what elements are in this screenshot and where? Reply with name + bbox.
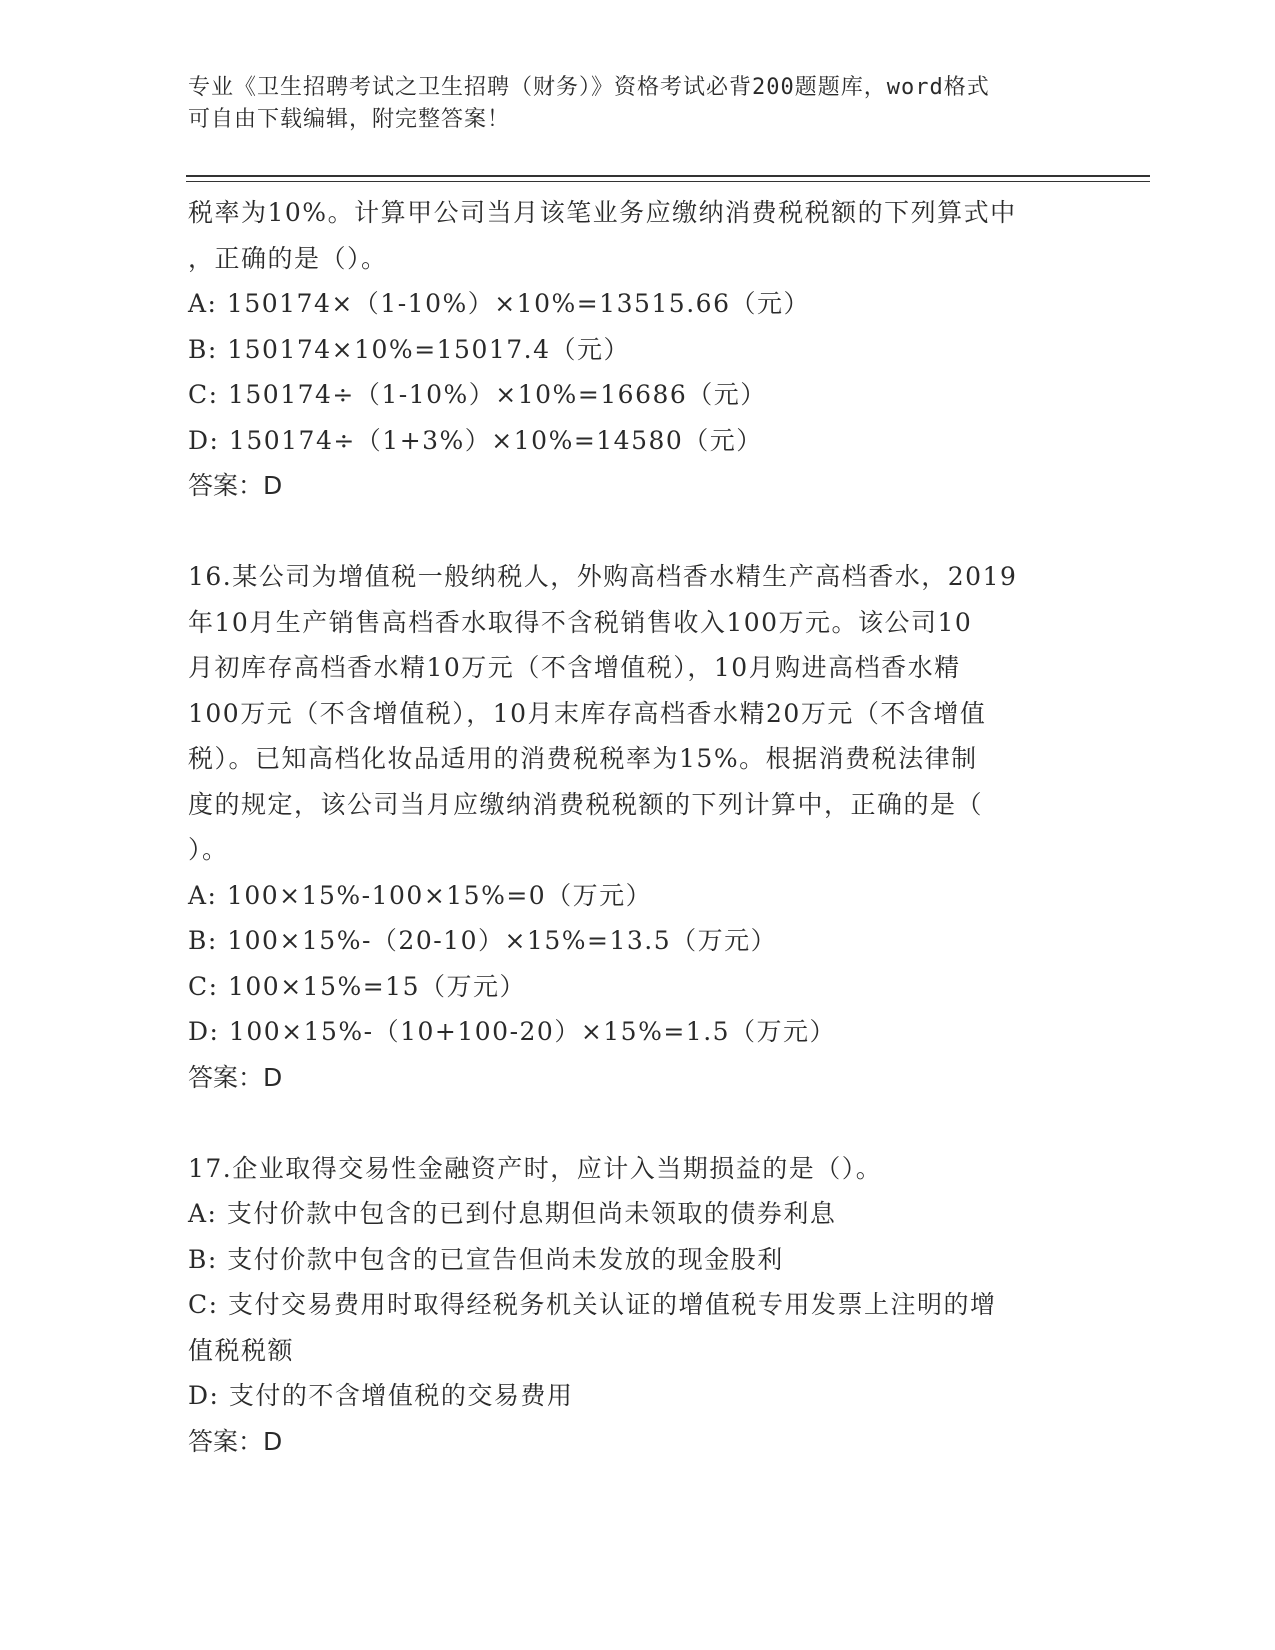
option-c: C: 支付交易费用时取得经税务机关认证的增值税专用发票上注明的增 xyxy=(188,1290,997,1319)
option-a: A: 150174×（1-10%）×10%=13515.66（元） xyxy=(188,289,810,318)
question-stem: 100万元（不含增值税），10月末库存高档香水精20万元（不含增值 xyxy=(188,698,987,728)
question-stem: 税）。已知高档化妆品适用的消费税税率为15%。根据消费税法律制 xyxy=(188,744,978,773)
header-divider-thin xyxy=(186,181,1150,182)
question-stem: 度的规定，该公司当月应缴纳消费税税额的下列计算中，正确的是（ xyxy=(188,789,984,819)
option-d: D: 150174÷（1+3%）×10%=14580（元） xyxy=(188,425,763,455)
answer-label: 答案：D xyxy=(188,471,283,500)
option-a: A: 100×15%-100×15%=0（万元） xyxy=(188,880,653,910)
option-c: C: 150174÷（1-10%）×10%=16686（元） xyxy=(188,380,767,409)
header-title-line1: 专业《卫生招聘考试之卫生招聘（财务）》资格考试必背200题题库，word格式 xyxy=(188,75,990,100)
header-divider-thick xyxy=(186,175,1150,177)
question-17 xyxy=(188,1146,1088,1465)
option-c-continued: 值税税额 xyxy=(188,1335,295,1365)
question-stem: 17.企业取得交易性金融资产时，应计入当期损益的是（）。 xyxy=(188,1153,883,1183)
question-stem: 年10月生产销售高档香水取得不含税销售收入100万元。该公司10 xyxy=(188,607,973,637)
question-stem: 月初库存高档香水精10万元（不含增值税），10月购进高档香水精 xyxy=(188,653,961,682)
answer-label: 答案：D xyxy=(188,1062,283,1092)
question-15 xyxy=(188,190,1088,509)
question-16 xyxy=(188,554,1088,1100)
document-body xyxy=(188,190,1088,1464)
option-b: B: 支付价款中包含的已宣告但尚未发放的现金股利 xyxy=(188,1244,784,1274)
option-b: B: 150174×10%=15017.4（元） xyxy=(188,334,631,364)
option-d: D: 支付的不含增值税的交易费用 xyxy=(188,1381,574,1410)
question-stem: ，正确的是（）。 xyxy=(188,243,388,273)
question-stem: ）。 xyxy=(188,835,229,864)
answer-label: 答案：D xyxy=(188,1426,283,1456)
question-stem: 16.某公司为增值税一般纳税人，外购高档香水精生产高档香水，2019 xyxy=(188,562,1018,591)
question-stem: 税率为10%。计算甲公司当月该笔业务应缴纳消费税税额的下列算式中 xyxy=(188,198,1017,227)
header-title-line2: 可自由下载编辑，附完整答案！ xyxy=(188,107,511,132)
option-c: C: 100×15%=15（万元） xyxy=(188,971,526,1001)
option-b: B: 100×15%-（20-10）×15%=13.5（万元） xyxy=(188,926,778,955)
document-header xyxy=(188,72,1068,136)
option-a: A: 支付价款中包含的已到付息期但尚未领取的债券利息 xyxy=(188,1199,837,1228)
option-d: D: 100×15%-（10+100-20）×15%=1.5（万元） xyxy=(188,1017,837,1046)
